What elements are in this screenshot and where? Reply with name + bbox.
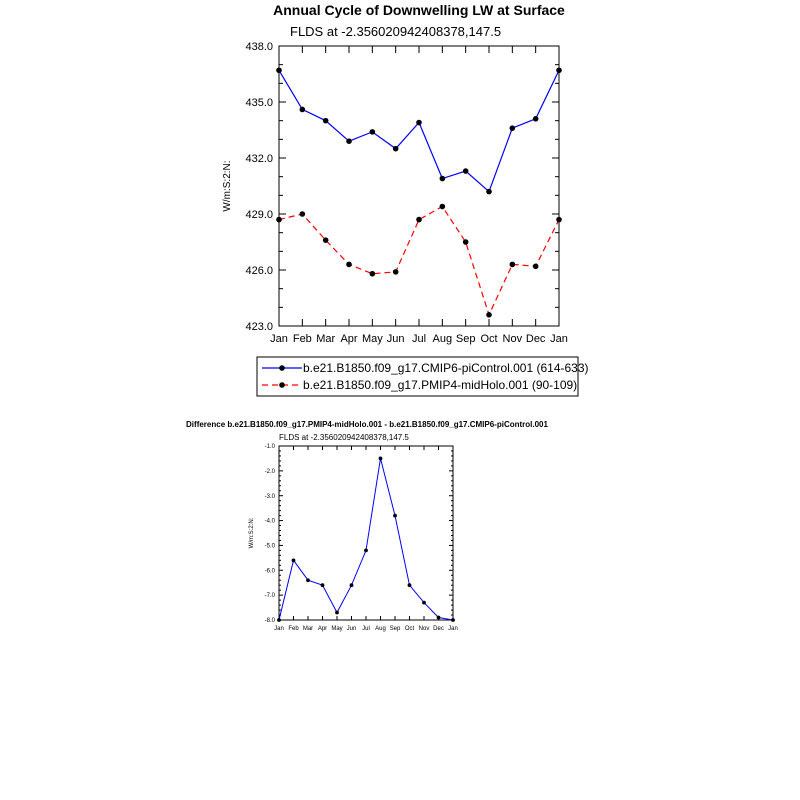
data-point xyxy=(486,312,492,318)
data-point xyxy=(370,129,376,135)
data-point xyxy=(416,120,422,126)
x-axis-ticks xyxy=(274,446,458,632)
x-tick-label: Jan xyxy=(448,626,458,632)
data-point xyxy=(440,176,446,182)
y-axis-label: W/m:S:2:N: xyxy=(249,517,255,549)
data-point xyxy=(533,116,539,122)
data-point xyxy=(300,107,306,113)
series-line-0 xyxy=(279,70,559,191)
data-point xyxy=(277,618,281,622)
data-point xyxy=(463,168,469,174)
y-axis-ticks xyxy=(265,444,453,624)
x-tick-label: Mar xyxy=(302,626,314,632)
x-tick-label: Feb xyxy=(288,626,299,632)
data-point xyxy=(556,217,562,223)
data-point xyxy=(393,514,397,518)
x-tick-label: Mar xyxy=(316,333,336,345)
data-point xyxy=(451,618,455,622)
data-point xyxy=(306,578,310,582)
data-point xyxy=(422,601,426,605)
data-point xyxy=(437,616,441,620)
data-point xyxy=(364,549,368,553)
legend-marker-picontrol xyxy=(279,365,285,371)
x-tick-label: Apr xyxy=(317,626,328,632)
data-point xyxy=(416,217,422,223)
data-point xyxy=(321,583,325,587)
data-point xyxy=(379,457,383,461)
x-tick-label: Dec xyxy=(433,626,444,632)
data-point xyxy=(408,583,412,587)
x-axis-ticks xyxy=(270,46,568,345)
data-point xyxy=(393,146,399,152)
data-point xyxy=(440,204,446,210)
y-tick-label: -5.0 xyxy=(264,543,275,550)
y-tick-label: 429.0 xyxy=(245,208,273,221)
x-tick-label: Aug xyxy=(432,333,453,345)
legend xyxy=(257,357,589,396)
x-tick-label: Jan xyxy=(274,626,284,632)
plot-frame xyxy=(279,446,453,620)
y-tick-label: 426.0 xyxy=(245,264,273,277)
data-point xyxy=(350,583,354,587)
x-tick-label: Jul xyxy=(362,626,370,632)
y-tick-label: 423.0 xyxy=(245,320,273,333)
y-tick-label: -7.0 xyxy=(264,593,275,600)
x-tick-label: Feb xyxy=(292,333,312,345)
data-point xyxy=(323,118,329,124)
data-point xyxy=(346,138,352,144)
data-point xyxy=(510,125,516,131)
data-point xyxy=(346,262,352,268)
y-tick-label: 435.0 xyxy=(245,96,273,109)
x-tick-label: Jun xyxy=(386,333,405,345)
y-tick-label: 432.0 xyxy=(245,152,273,165)
data-point xyxy=(556,67,562,73)
x-tick-label: Oct xyxy=(404,626,415,632)
y-axis-ticks xyxy=(245,41,559,333)
legend-marker-midholo xyxy=(279,382,285,388)
chart-annual-cycle xyxy=(222,2,589,396)
data-point xyxy=(276,67,282,73)
chart-title: Annual Cycle of Downwelling LW at Surface xyxy=(273,2,565,18)
chart-title: Difference b.e21.B1850.f09_g17.PMIP4-midHolo.001 - b.e21.B1850.f09_g17.CMIP6-piControl.001 xyxy=(186,420,548,429)
x-tick-label: Dec xyxy=(525,333,546,345)
legend-label-picontrol: b.e21.B1850.f09_g17.CMIP6-piControl.001 (614-633) xyxy=(303,361,589,375)
x-tick-label: May xyxy=(361,333,383,345)
x-tick-label: Aug xyxy=(375,626,386,632)
data-point xyxy=(510,262,516,268)
x-tick-label: Jan xyxy=(550,333,568,345)
x-tick-label: Apr xyxy=(340,333,358,345)
data-point xyxy=(486,189,492,195)
y-tick-label: -3.0 xyxy=(264,493,275,500)
data-point xyxy=(323,237,329,243)
series-layer xyxy=(277,457,455,622)
chart-subtitle: FLDS at -2.356020942408378,147.5 xyxy=(279,433,409,442)
data-point xyxy=(463,239,469,245)
data-point xyxy=(292,558,296,562)
x-tick-label: Nov xyxy=(502,333,523,345)
x-tick-label: Jul xyxy=(411,333,427,345)
data-point xyxy=(393,269,399,275)
y-tick-label: -1.0 xyxy=(264,444,275,451)
y-tick-label: 438.0 xyxy=(245,40,273,53)
y-tick-label: -2.0 xyxy=(264,468,275,475)
x-tick-label: Jun xyxy=(346,626,357,632)
x-tick-label: Sep xyxy=(455,333,476,345)
data-point xyxy=(533,263,539,269)
series-layer xyxy=(276,67,562,317)
chart-subtitle: FLDS at -2.356020942408378,147.5 xyxy=(290,24,502,39)
series-line-0 xyxy=(279,458,453,620)
x-tick-label: May xyxy=(331,626,343,632)
y-axis-label: W/m:S:2:N: xyxy=(222,160,233,212)
chart-difference xyxy=(186,420,548,632)
x-tick-label: Nov xyxy=(418,626,430,632)
legend-label-midholo: b.e21.B1850.f09_g17.PMIP4-midHolo.001 (90-109) xyxy=(303,378,578,392)
x-tick-label: Oct xyxy=(480,333,498,345)
x-tick-label: Sep xyxy=(389,626,401,632)
data-point xyxy=(276,217,282,223)
x-tick-label: Jan xyxy=(270,333,288,345)
plot-frame xyxy=(279,46,559,326)
series-line-1 xyxy=(279,207,559,315)
data-point xyxy=(300,211,306,217)
data-point xyxy=(335,611,339,615)
y-tick-label: -6.0 xyxy=(264,568,275,575)
y-tick-label: -8.0 xyxy=(264,618,275,625)
data-point xyxy=(370,271,376,277)
y-tick-label: -4.0 xyxy=(264,518,275,525)
